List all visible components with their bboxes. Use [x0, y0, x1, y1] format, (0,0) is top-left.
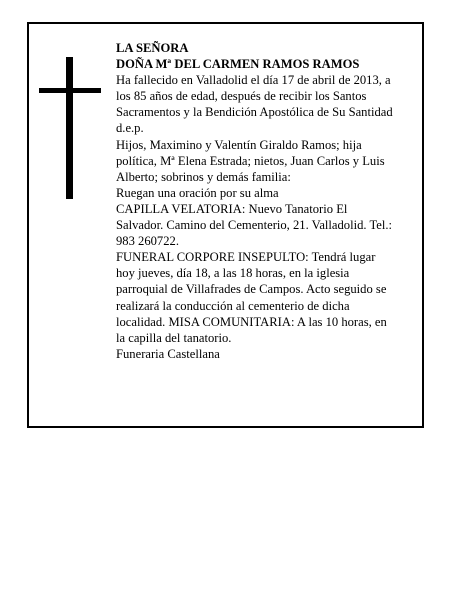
notice-line: los 85 años de edad, después de recibir los Santos: [116, 89, 367, 104]
notice-line: Hijos, Maximino y Valentín Giraldo Ramos; hija: [116, 137, 362, 152]
cross-horizontal-bar: [39, 88, 101, 93]
notice-line: FUNERAL CORPORE INSEPULTO: Tendrá lugar: [116, 250, 376, 265]
notice-line: hoy jueves, día 18, a las 18 horas, en la iglesia: [116, 266, 350, 281]
notice-title: LA SEÑORA: [116, 41, 189, 55]
notice-line: Ruegan una oración por su alma: [116, 185, 279, 200]
notice-line: Sacramentos y la Bendición Apostólica de Su Santidad: [116, 105, 393, 120]
notice-line: 983 260722.: [116, 234, 179, 249]
notice-line: Salvador. Camino del Cementerio, 21. Valladolid. Tel.:: [116, 218, 393, 233]
notice-line: localidad. MISA COMUNITARIA: A las 10 horas, en: [116, 314, 387, 329]
notice-line: la capilla del tanatorio.: [116, 330, 232, 345]
notice-text: [116, 40, 419, 362]
notice-line: CAPILLA VELATORIA: Nuevo Tanatorio El: [116, 201, 348, 216]
notice-line: política, Mª Elena Estrada; nietos, Juan Carlos y Luis: [116, 153, 385, 168]
notice-line: Funeraria Castellana: [116, 346, 220, 361]
notice-line: Ha fallecido en Valladolid el día 17 de abril de 2013, a: [116, 73, 391, 88]
cross-vertical-bar: [66, 57, 73, 199]
notice-line: parroquial de Villafrades de Campos. Acto seguido se: [116, 282, 387, 297]
notice-line: Alberto; sobrinos y demás familia:: [116, 169, 291, 184]
obituary-notice: [27, 22, 424, 428]
cross-icon: [39, 57, 101, 199]
deceased-name: DOÑA Mª DEL CARMEN RAMOS RAMOS: [116, 57, 360, 72]
notice-line: d.e.p.: [116, 121, 144, 136]
notice-line: realizará la conducción al cementerio de dicha: [116, 298, 350, 313]
